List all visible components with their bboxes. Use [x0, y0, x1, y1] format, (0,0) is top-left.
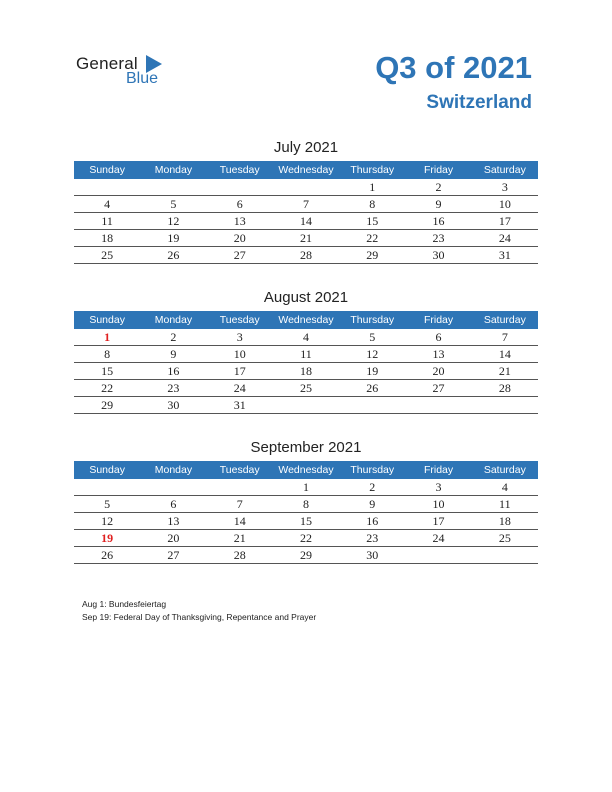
day-cell: 24 [432, 531, 445, 545]
day-cell: 6 [170, 497, 177, 511]
month-title: September 2021 [250, 439, 362, 456]
week-row [74, 363, 538, 380]
week-row [74, 530, 538, 547]
day-cell: 2 [435, 180, 442, 194]
day-cell: 5 [104, 497, 111, 511]
day-cell: 7 [302, 197, 309, 211]
week-row [74, 179, 538, 196]
day-cell: 18 [299, 364, 312, 378]
weekday-label: Monday [154, 464, 193, 476]
logo [76, 52, 186, 88]
weekday-label: Saturday [483, 314, 526, 326]
day-cell: 31 [233, 398, 246, 412]
day-cell: 6 [435, 330, 442, 344]
day-cell: 25 [299, 381, 312, 395]
day-cell: 30 [167, 398, 180, 412]
day-cell: 17 [432, 514, 445, 528]
day-cell: 19 [167, 231, 180, 245]
month-title: July 2021 [273, 139, 339, 156]
day-cell: 28 [233, 548, 246, 562]
day-cell: 9 [170, 347, 177, 361]
day-cell: 10 [233, 347, 246, 361]
holiday-note: Aug 1: Bundesfeiertag [82, 599, 167, 609]
weekday-label: Sunday [89, 464, 125, 476]
day-cell: 5 [369, 330, 376, 344]
day-cell: 30 [366, 548, 379, 562]
weekday-label: Tuesday [219, 464, 260, 476]
day-cell: 3 [236, 330, 243, 344]
day-cell: 5 [170, 197, 177, 211]
weekday-label: Tuesday [219, 164, 260, 176]
day-cell: 1 [369, 180, 376, 194]
day-cell: 23 [167, 381, 180, 395]
weekday-label: Monday [154, 314, 193, 326]
day-cell: 18 [498, 514, 511, 528]
day-cell [207, 479, 273, 495]
weekday-label: Friday [423, 164, 454, 176]
day-cell: 28 [299, 248, 312, 262]
day-cell: 29 [366, 248, 379, 262]
day-cell: 4 [104, 197, 111, 211]
day-cell: 1 [302, 480, 309, 494]
week-row [74, 230, 538, 247]
day-cell: 10 [432, 497, 445, 511]
day-cell: 17 [233, 364, 246, 378]
day-cell: 22 [366, 231, 379, 245]
page-title: Q3 of 2021 [375, 50, 532, 85]
weekday-label: Saturday [483, 464, 526, 476]
day-cell: 19 [366, 364, 379, 378]
day-cell: 22 [299, 531, 312, 545]
day-cell: 28 [498, 381, 511, 395]
day-cell: 14 [498, 347, 511, 361]
day-cell: 14 [299, 214, 312, 228]
day-cell: 9 [435, 197, 442, 211]
logo-general-text: General [76, 54, 138, 73]
day-cell: 15 [101, 364, 114, 378]
day-cell: 7 [501, 330, 508, 344]
day-cell: 7 [236, 497, 243, 511]
day-cell: 4 [501, 480, 508, 494]
country-title: Switzerland [426, 92, 532, 113]
weekday-label: Sunday [89, 164, 125, 176]
month-calendar [74, 138, 538, 264]
week-row [74, 380, 538, 397]
day-cell: 3 [501, 180, 508, 194]
weekday-label: Thursday [350, 464, 395, 476]
logo-blue-text: Blue [126, 70, 159, 87]
week-row [74, 547, 538, 564]
weekday-label: Wednesday [278, 314, 334, 326]
day-cell: 13 [432, 347, 445, 361]
day-cell: 21 [299, 231, 312, 245]
day-cell: 16 [167, 364, 180, 378]
day-cell [140, 179, 206, 195]
weekday-label: Sunday [89, 314, 125, 326]
day-cell: 27 [233, 248, 246, 262]
day-cell: 12 [366, 347, 379, 361]
day-cell: 31 [498, 248, 511, 262]
day-cell [339, 397, 405, 413]
weekday-label: Thursday [350, 314, 395, 326]
day-cell [207, 179, 273, 195]
day-cell: 23 [432, 231, 445, 245]
day-cell: 24 [233, 381, 246, 395]
week-row [74, 479, 538, 496]
weekday-label: Wednesday [278, 164, 334, 176]
weekday-label: Friday [423, 314, 454, 326]
day-cell: 14 [233, 514, 246, 528]
day-cell: 18 [101, 231, 114, 245]
holiday-note: Sep 19: Federal Day of Thanksgiving, Repentance and Prayer [82, 612, 317, 622]
day-cell: 3 [435, 480, 442, 494]
day-cell [273, 397, 339, 413]
holiday-day-cell: 1 [104, 330, 111, 344]
day-cell: 27 [432, 381, 445, 395]
day-cell: 20 [167, 531, 180, 545]
week-row [74, 329, 538, 346]
day-cell: 9 [369, 497, 376, 511]
day-cell [405, 397, 471, 413]
week-row [74, 196, 538, 213]
day-cell [405, 547, 471, 563]
day-cell: 29 [299, 548, 312, 562]
weekday-label: Wednesday [278, 464, 334, 476]
day-cell: 2 [170, 330, 177, 344]
day-cell: 6 [236, 197, 243, 211]
day-cell [140, 479, 206, 495]
day-cell: 17 [498, 214, 511, 228]
day-cell: 26 [101, 548, 114, 562]
day-cell: 12 [101, 514, 114, 528]
week-row [74, 496, 538, 513]
month-title: August 2021 [263, 289, 349, 306]
day-cell: 24 [498, 231, 511, 245]
day-cell: 30 [432, 248, 445, 262]
month-calendar [74, 438, 538, 564]
day-cell: 4 [302, 330, 309, 344]
week-row [74, 346, 538, 363]
day-cell: 20 [233, 231, 246, 245]
day-cell [472, 547, 538, 563]
day-cell: 8 [302, 497, 309, 511]
day-cell: 26 [366, 381, 379, 395]
weekday-label: Friday [423, 464, 454, 476]
holiday-day-cell: 19 [101, 531, 114, 545]
day-cell: 23 [366, 531, 379, 545]
day-cell: 8 [369, 197, 376, 211]
week-row [74, 213, 538, 230]
week-row [74, 247, 538, 264]
day-cell: 16 [432, 214, 445, 228]
weekday-label: Saturday [483, 164, 526, 176]
day-cell: 15 [299, 514, 312, 528]
day-cell [74, 179, 140, 195]
weekday-header [74, 461, 538, 479]
day-cell: 2 [369, 480, 376, 494]
day-cell: 15 [366, 214, 379, 228]
day-cell: 29 [101, 398, 114, 412]
day-cell: 25 [101, 248, 114, 262]
weekday-label: Monday [154, 164, 193, 176]
day-cell: 25 [498, 531, 511, 545]
day-cell: 13 [233, 214, 246, 228]
weekday-label: Thursday [350, 164, 395, 176]
day-cell: 21 [498, 364, 511, 378]
week-row [74, 397, 538, 414]
day-cell: 10 [498, 197, 511, 211]
day-cell: 22 [101, 381, 114, 395]
weekday-label: Tuesday [219, 314, 260, 326]
day-cell [273, 179, 339, 195]
day-cell: 12 [167, 214, 180, 228]
day-cell: 13 [167, 514, 180, 528]
day-cell: 11 [101, 214, 113, 228]
weekday-header [74, 311, 538, 329]
day-cell: 16 [366, 514, 379, 528]
weekday-header [74, 161, 538, 179]
day-cell: 26 [167, 248, 180, 262]
holiday-notes [82, 598, 316, 624]
day-cell: 20 [432, 364, 445, 378]
week-row [74, 513, 538, 530]
day-cell [472, 397, 538, 413]
day-cell: 27 [167, 548, 180, 562]
month-calendar [74, 288, 538, 414]
day-cell [74, 479, 140, 495]
day-cell: 8 [104, 347, 111, 361]
day-cell: 21 [233, 531, 246, 545]
day-cell: 11 [499, 497, 511, 511]
day-cell: 11 [300, 347, 312, 361]
